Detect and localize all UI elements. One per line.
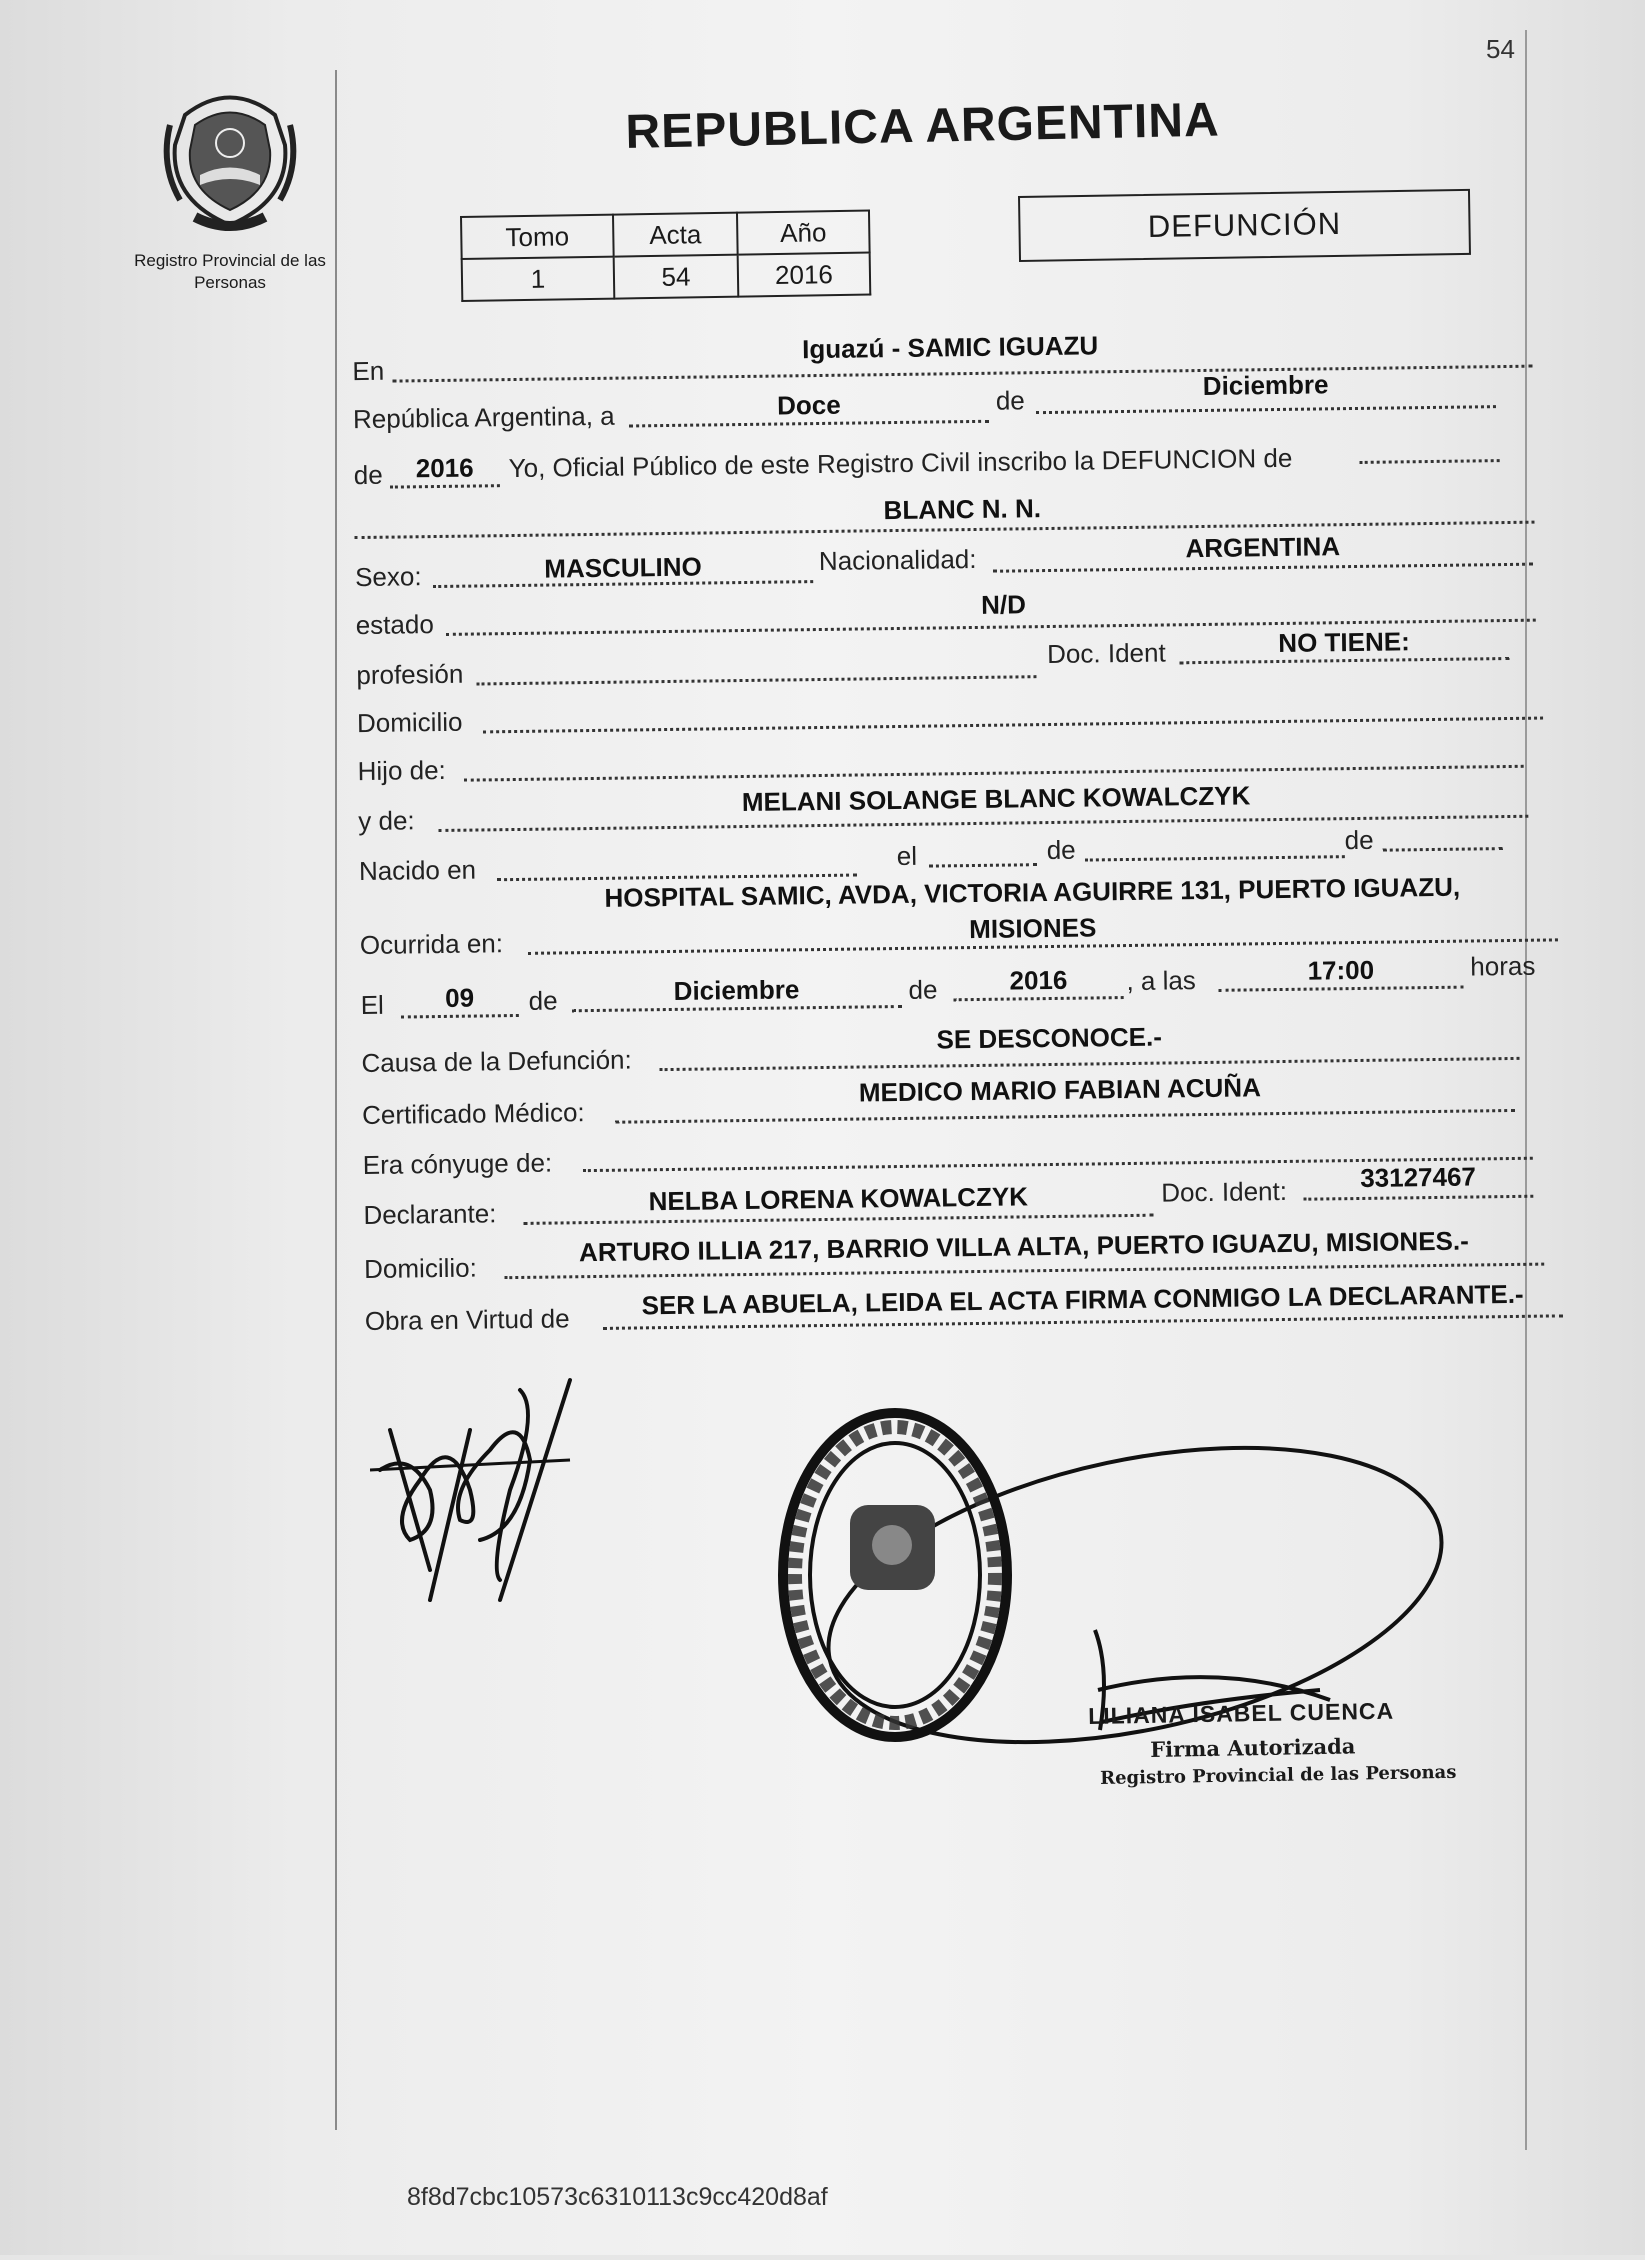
value-name: BLANC N. N. — [883, 493, 1042, 526]
line-death-day — [401, 1014, 519, 1019]
label-estado: estado — [355, 609, 434, 641]
declarant-signature — [370, 1370, 590, 1610]
line-causa — [660, 1057, 1520, 1071]
value-causa: SE DESCONOCE.- — [936, 1021, 1163, 1055]
label-horas: horas — [1470, 950, 1536, 982]
label-domicilio: Domicilio — [356, 706, 463, 739]
value-doc-ident: NO TIENE: — [1278, 626, 1410, 659]
label-de-3: de — [1046, 834, 1076, 866]
header-anio: Año — [737, 211, 870, 255]
label-conyuge: Era cónyuge de: — [362, 1147, 553, 1181]
label-decl-domicilio: Domicilio: — [363, 1252, 478, 1285]
value-decl-doc: 33127467 — [1360, 1161, 1477, 1193]
document-title: REPUBLICA ARGENTINA — [625, 93, 1221, 159]
label-doc-ident: Doc. Ident — [1046, 637, 1166, 670]
org-name: Registro Provincial de las Personas — [134, 251, 326, 292]
label-de-5: de — [528, 985, 558, 1016]
value-nacionalidad: ARGENTINA — [1185, 531, 1341, 564]
label-republica: República Argentina, a — [352, 400, 615, 435]
value-tomo: 1 — [462, 257, 615, 301]
officer-org: Registro Provincial de las Personas — [1100, 1761, 1457, 1789]
label-el-date: El — [360, 989, 385, 1021]
value-ocurrida-2: MISIONES — [968, 912, 1097, 945]
line-profesion — [476, 675, 1036, 685]
line-inscribo — [1360, 459, 1500, 464]
label-hijo-de: Hijo de: — [357, 754, 446, 787]
line-nac-month — [1085, 855, 1345, 861]
label-de-6: de — [908, 974, 938, 1005]
label-certificado: Certificado Médico: — [361, 1097, 585, 1131]
value-month: Diciembre — [1202, 369, 1329, 401]
label-inscribo: Yo, Oficial Público de este Registro Civil inscribo la DEFUNCION de — [508, 442, 1293, 484]
value-sexo: MASCULINO — [544, 551, 702, 584]
value-death-year: 2016 — [1009, 964, 1068, 996]
value-estado: N/D — [980, 589, 1027, 620]
value-day: Doce — [776, 389, 841, 421]
line-decl-doc — [1303, 1195, 1533, 1201]
value-ocurrida-1: HOSPITAL SAMIC, AVDA, VICTORIA AGUIRRE 131, PUERTO IGUAZU, — [604, 871, 1461, 913]
value-y-de: MELANI SOLANGE BLANC KOWALCZYK — [741, 780, 1251, 818]
value-declarante: NELBA LORENA KOWALCZYK — [648, 1181, 1029, 1217]
value-decl-domicilio: ARTURO ILLIA 217, BARRIO VILLA ALTA, PUERTO IGUAZU, MISIONES.- — [578, 1225, 1469, 1268]
value-obra: SER LA ABUELA, LEIDA EL ACTA FIRMA CONMIGO LA DECLARANTE.- — [641, 1278, 1524, 1321]
value-death-month: Diciembre — [673, 974, 800, 1006]
label-ocurrida-en: Ocurrida en: — [359, 928, 504, 961]
line-year — [390, 484, 500, 488]
label-causa: Causa de la Defunción: — [361, 1044, 632, 1079]
label-y-de: y de: — [358, 805, 415, 837]
line-domicilio — [483, 717, 1543, 734]
label-de-2: de — [353, 459, 383, 491]
label-profesion: profesión — [356, 658, 464, 691]
officer-role: Firma Autorizada — [1150, 1733, 1356, 1762]
value-en: Iguazú - SAMIC IGUAZU — [801, 330, 1099, 365]
label-en: En — [352, 355, 385, 387]
value-acta: 54 — [614, 255, 739, 299]
line-month — [1036, 405, 1496, 414]
value-death-time: 17:00 — [1307, 954, 1375, 986]
label-de-4: de — [1344, 824, 1374, 856]
label-declarante: Declarante: — [363, 1198, 497, 1231]
line-nac-year — [1383, 847, 1503, 852]
value-death-day: 09 — [444, 982, 475, 1013]
label-sexo: Sexo: — [354, 561, 422, 593]
page-number: 54 — [1486, 34, 1515, 64]
label-obra-en-virtud: Obra en Virtud de — [364, 1303, 570, 1337]
label-nacionalidad: Nacionalidad: — [818, 543, 977, 577]
header-tomo: Tomo — [461, 215, 614, 259]
value-certificado: MEDICO MARIO FABIAN ACUÑA — [858, 1072, 1262, 1108]
label-a-las: , a las — [1126, 965, 1197, 997]
line-certificado — [615, 1109, 1515, 1124]
value-anio: 2016 — [738, 253, 871, 297]
label-de-1: de — [995, 385, 1025, 416]
document-hash: 8f8d7cbc10573c6310113c9cc420d8af — [407, 2183, 828, 2211]
value-year: 2016 — [415, 452, 474, 484]
label-nacido-en: Nacido en — [358, 854, 477, 887]
label-decl-doc: Doc. Ident: — [1161, 1175, 1288, 1208]
officer-name: LILIANA ISABEL CUENCA — [1088, 1697, 1395, 1729]
document-type-box: DEFUNCIÓN — [1018, 189, 1471, 262]
line-el — [929, 863, 1037, 867]
header-acta: Acta — [613, 213, 738, 257]
label-el: el — [896, 840, 918, 872]
